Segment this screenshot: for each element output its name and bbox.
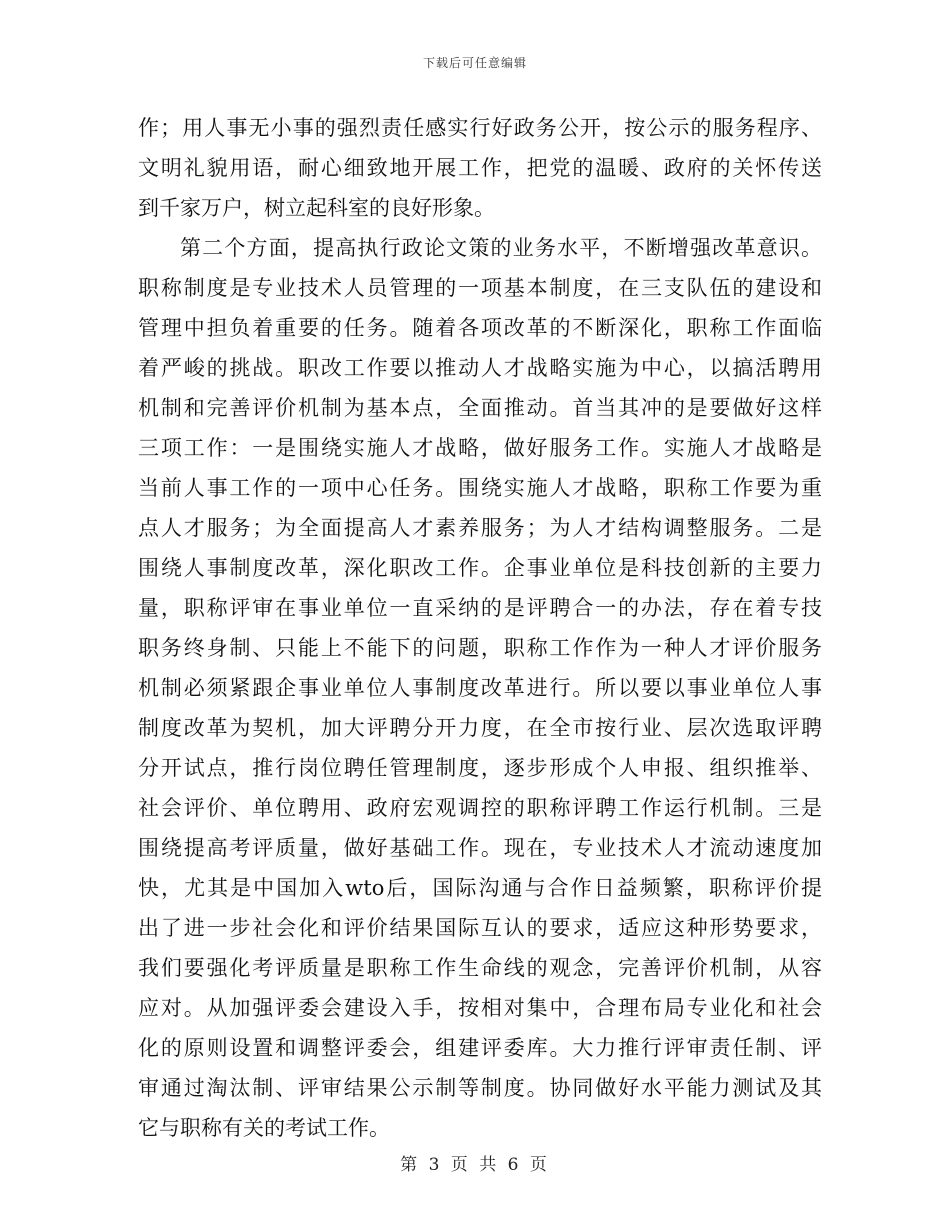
text-line: 着严峻的挑战。职改工作要以推动人才战略实施为中心，以搞活聘用 [138,356,822,380]
text-line: 量，职称评审在事业单位一直采纳的是评聘合一的办法，存在着专技 [138,596,822,620]
text-line: 点人才服务；为全面提高人才素养服务；为人才结构调整服务。二是 [138,516,822,540]
text-line: 应对。从加强评委会建设入手，按相对集中，合理布局专业化和社会 [138,996,822,1020]
text-line: 管理中担负着重要的任务。随着各项改革的不断深化，职称工作面临 [138,316,822,340]
text-line: 围绕提高考评质量，做好基础工作。现在，专业技术人才流动速度加 [138,836,822,860]
text-line: 当前人事工作的一项中心任务。围绕实施人才战略，职称工作要为重 [138,476,822,500]
text-line: 制度改革为契机，加大评聘分开力度，在全市按行业、层次选取评聘 [138,716,822,740]
text-line: 到千家万户，树立起科室的良好形象。 [138,196,495,220]
text-line: 职称制度是专业技术人员管理的一项基本制度，在三支队伍的建设和 [138,276,822,300]
paragraph-start-line: 第二个方面，提高执行政论文策的业务水平，不断增强改革意识。 [180,236,822,260]
text-line: 文明礼貌用语，耐心细致地开展工作，把党的温暖、政府的关怀传送 [138,156,822,180]
text-line: 出了进一步社会化和评价结果国际互认的要求，适应这种形势要求， [138,916,822,940]
text-line: 化的原则设置和调整评委会，组建评委库。大力推行评审责任制、评 [138,1036,822,1060]
text-line: 机制和完善评价机制为基本点，全面推动。首当其冲的是要做好这样 [138,396,822,420]
text-line: 作；用人事无小事的强烈责任感实行好政务公开，按公示的服务程序、 [138,116,822,140]
page-header: 下载后可任意编辑 [422,56,527,70]
text-line: 三项工作：一是围绕实施人才战略，做好服务工作。实施人才战略是 [138,436,822,460]
page-footer: 第 3 页 共 6 页 [400,1155,550,1175]
text-line: 审通过淘汰制、评审结果公示制等制度。协同做好水平能力测试及其 [138,1076,822,1100]
text-line: 分开试点，推行岗位聘任管理制度，逐步形成个人申报、组织推举、 [138,756,822,780]
text-line: 机制必须紧跟企事业单位人事制度改革进行。所以要以事业单位人事 [138,676,822,700]
text-line: 社会评价、单位聘用、政府宏观调控的职称评聘工作运行机制。三是 [138,796,822,820]
text-line: 我们要强化考评质量是职称工作生命线的观念，完善评价机制，从容 [138,956,822,980]
document-body [138,108,822,1148]
text-line: 围绕人事制度改革，深化职改工作。企事业单位是科技创新的主要力 [138,556,822,580]
text-line: 职务终身制、只能上不能下的问题，职称工作作为一种人才评价服务 [138,636,822,660]
text-line: 它与职称有关的考试工作。 [138,1116,390,1140]
text-line: 快，尤其是中国加入wto后，国际沟通与合作日益频繁，职称评价提 [138,876,822,900]
